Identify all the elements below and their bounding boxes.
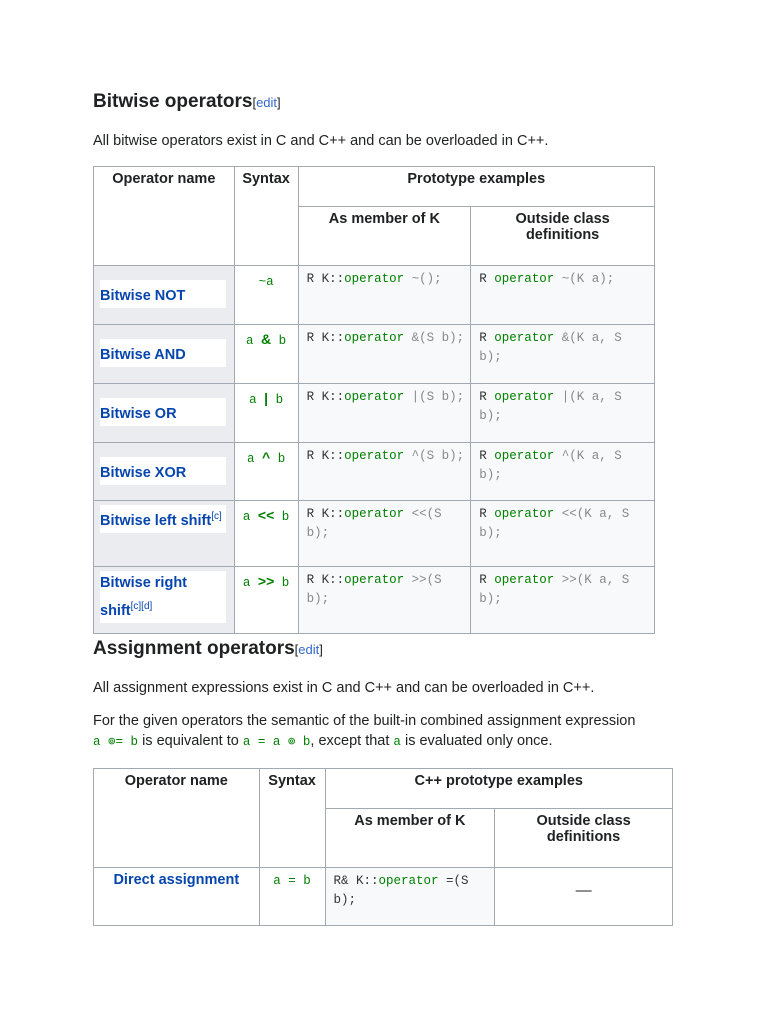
bitwise-intro: All bitwise operators exist in C and C++ and can be overloaded in C++. <box>93 133 549 149</box>
code-text: >>(K a, S b); <box>479 573 630 606</box>
code-text: R K:: <box>306 390 345 404</box>
syntax-operand: ~a <box>258 275 274 289</box>
assignment-semantics-line2 <box>93 731 552 752</box>
syntax-operator: >> <box>257 573 275 589</box>
code-text: R <box>479 272 495 286</box>
operator-link[interactable]: Bitwise OR <box>100 405 177 422</box>
code-text: =(S b); <box>333 874 469 907</box>
code-text: R K:: <box>306 573 345 587</box>
syntax-cell <box>234 443 298 501</box>
syntax-operand: a <box>246 334 262 348</box>
code-text: R K:: <box>306 507 345 521</box>
operator-name-cell <box>94 501 235 567</box>
code-text: R& K:: <box>333 874 379 888</box>
code-text: R <box>479 390 495 404</box>
table-row <box>94 384 655 443</box>
code-text: <<(S b); <box>306 507 442 540</box>
code-text: &(S b); <box>404 331 465 345</box>
code-text: ~(K a); <box>554 272 615 286</box>
text: is equivalent to <box>138 733 243 749</box>
reference-superscript[interactable]: [c][d] <box>130 601 153 612</box>
operator-name-cell <box>94 868 260 926</box>
table-row <box>94 325 655 384</box>
code-keyword: operator <box>344 331 405 345</box>
table-row <box>94 266 655 325</box>
code-text: ^(S b); <box>404 449 465 463</box>
operator-name-cell <box>94 325 235 384</box>
edit-link-wrapper: [edit] <box>252 95 281 110</box>
header-prototype: C++ prototype examples <box>325 769 672 809</box>
syntax-cell <box>234 384 298 443</box>
code-keyword: operator <box>344 272 405 286</box>
header-prototype: Prototype examples <box>298 167 654 207</box>
syntax-cell <box>234 501 298 567</box>
section-heading-bitwise <box>93 91 281 113</box>
outside-prototype-cell <box>471 501 655 567</box>
syntax-operator: << <box>257 507 275 523</box>
section-heading-assignment <box>93 638 323 660</box>
member-prototype-cell <box>298 325 471 384</box>
operator-name-box <box>100 280 226 308</box>
header-member: As member of K <box>325 809 495 868</box>
member-prototype-cell <box>298 266 471 325</box>
inline-code: a ⊚= b <box>93 735 139 749</box>
member-prototype-cell <box>325 868 495 926</box>
operator-name-box <box>100 457 226 485</box>
code-keyword: operator <box>344 449 405 463</box>
operator-name-box <box>100 398 226 426</box>
operator-link[interactable]: Bitwise NOT <box>100 287 186 304</box>
member-prototype-cell <box>298 501 471 567</box>
syntax-operand: a <box>242 576 258 590</box>
code-text: R <box>479 449 495 463</box>
inline-code: a <box>393 735 401 749</box>
code-text: R K:: <box>306 272 345 286</box>
edit-link-wrapper: [edit] <box>294 642 323 657</box>
code-keyword: operator <box>344 573 405 587</box>
operator-name-cell <box>94 266 235 325</box>
outside-prototype-cell <box>471 443 655 501</box>
operator-name-box <box>100 571 226 623</box>
syntax-operator: | <box>264 390 269 406</box>
operator-link[interactable]: Bitwise XOR <box>100 464 187 481</box>
code-text: R <box>479 573 495 587</box>
header-operator-name: Operator name <box>94 769 260 868</box>
code-text: |(K a, S b); <box>479 390 622 423</box>
syntax-cell <box>234 567 298 634</box>
assignment-intro: All assignment expressions exist in C and C++ and can be overloaded in C++. <box>93 680 595 696</box>
code-text: &(K a, S b); <box>479 331 622 364</box>
table-row <box>94 501 655 567</box>
syntax-cell: a = b <box>259 868 325 926</box>
syntax-operand: a <box>249 393 265 407</box>
operator-link[interactable]: Bitwise left shift <box>100 512 212 529</box>
code-text: ~(); <box>404 272 442 286</box>
code-keyword: operator <box>344 390 405 404</box>
assignment-operators-table <box>93 768 673 926</box>
operator-link[interactable]: Bitwise right shift <box>100 575 188 619</box>
section-title: Assignment operators <box>93 638 295 659</box>
header-outside: Outside class definitions <box>471 207 655 266</box>
assignment-semantics-line1: For the given operators the semantic of the built-in combined assignment expression <box>93 713 636 729</box>
inline-code: a = a ⊚ b <box>242 735 311 749</box>
code-text: R K:: <box>306 449 345 463</box>
edit-link[interactable]: edit <box>298 642 320 657</box>
edit-link[interactable]: edit <box>256 95 278 110</box>
syntax-operand: b <box>268 393 284 407</box>
header-syntax: Syntax <box>234 167 298 266</box>
operator-name-cell <box>94 384 235 443</box>
syntax-operand: b <box>274 510 290 524</box>
outside-prototype-cell: — <box>495 868 673 926</box>
code-text: <<(K a, S b); <box>479 507 630 540</box>
operator-name-cell <box>94 443 235 501</box>
member-prototype-cell <box>298 567 471 634</box>
outside-prototype-cell <box>471 567 655 634</box>
code-text: >>(S b); <box>306 573 442 606</box>
code-keyword: operator <box>378 874 439 888</box>
syntax-operator: ^ <box>262 449 271 465</box>
code-keyword: operator <box>494 390 555 404</box>
syntax-operand: b <box>274 576 290 590</box>
outside-prototype-cell <box>471 266 655 325</box>
section-title: Bitwise operators <box>93 91 253 112</box>
header-outside: Outside class definitions <box>495 809 673 868</box>
outside-prototype-cell <box>471 384 655 443</box>
header-syntax: Syntax <box>259 769 325 868</box>
code-text: ^(K a, S b); <box>479 449 622 482</box>
code-keyword: operator <box>494 331 555 345</box>
code-keyword: operator <box>494 573 555 587</box>
syntax-cell <box>234 266 298 325</box>
code-keyword: operator <box>344 507 405 521</box>
header-member: As member of K <box>298 207 471 266</box>
bitwise-operators-table <box>93 166 655 634</box>
member-prototype-cell <box>298 443 471 501</box>
syntax-operand: a <box>246 452 262 466</box>
operator-name-box <box>100 505 226 533</box>
code-text: |(S b); <box>404 390 465 404</box>
code-keyword: operator <box>494 449 555 463</box>
syntax-operand: b <box>270 452 286 466</box>
code-text: R <box>479 331 495 345</box>
syntax-operand: a <box>242 510 258 524</box>
reference-superscript[interactable]: [c] <box>211 511 222 522</box>
code-text: R K:: <box>306 331 345 345</box>
table-row <box>94 868 673 926</box>
header-operator-name: Operator name <box>94 167 235 266</box>
code-keyword: operator <box>494 272 555 286</box>
code-keyword: operator <box>494 507 555 521</box>
member-prototype-cell <box>298 384 471 443</box>
syntax-operand: b <box>271 334 287 348</box>
operator-name-cell <box>94 567 235 634</box>
operator-name-box <box>100 339 226 367</box>
operator-link[interactable]: Bitwise AND <box>100 346 186 363</box>
text: , except that <box>310 733 394 749</box>
text: is evaluated only once. <box>400 733 553 749</box>
syntax-cell <box>234 325 298 384</box>
code-text: R <box>479 507 495 521</box>
table-row <box>94 567 655 634</box>
syntax-operator: & <box>261 331 272 347</box>
operator-link[interactable]: Direct assignment <box>113 872 240 888</box>
outside-prototype-cell <box>471 325 655 384</box>
table-row <box>94 443 655 501</box>
